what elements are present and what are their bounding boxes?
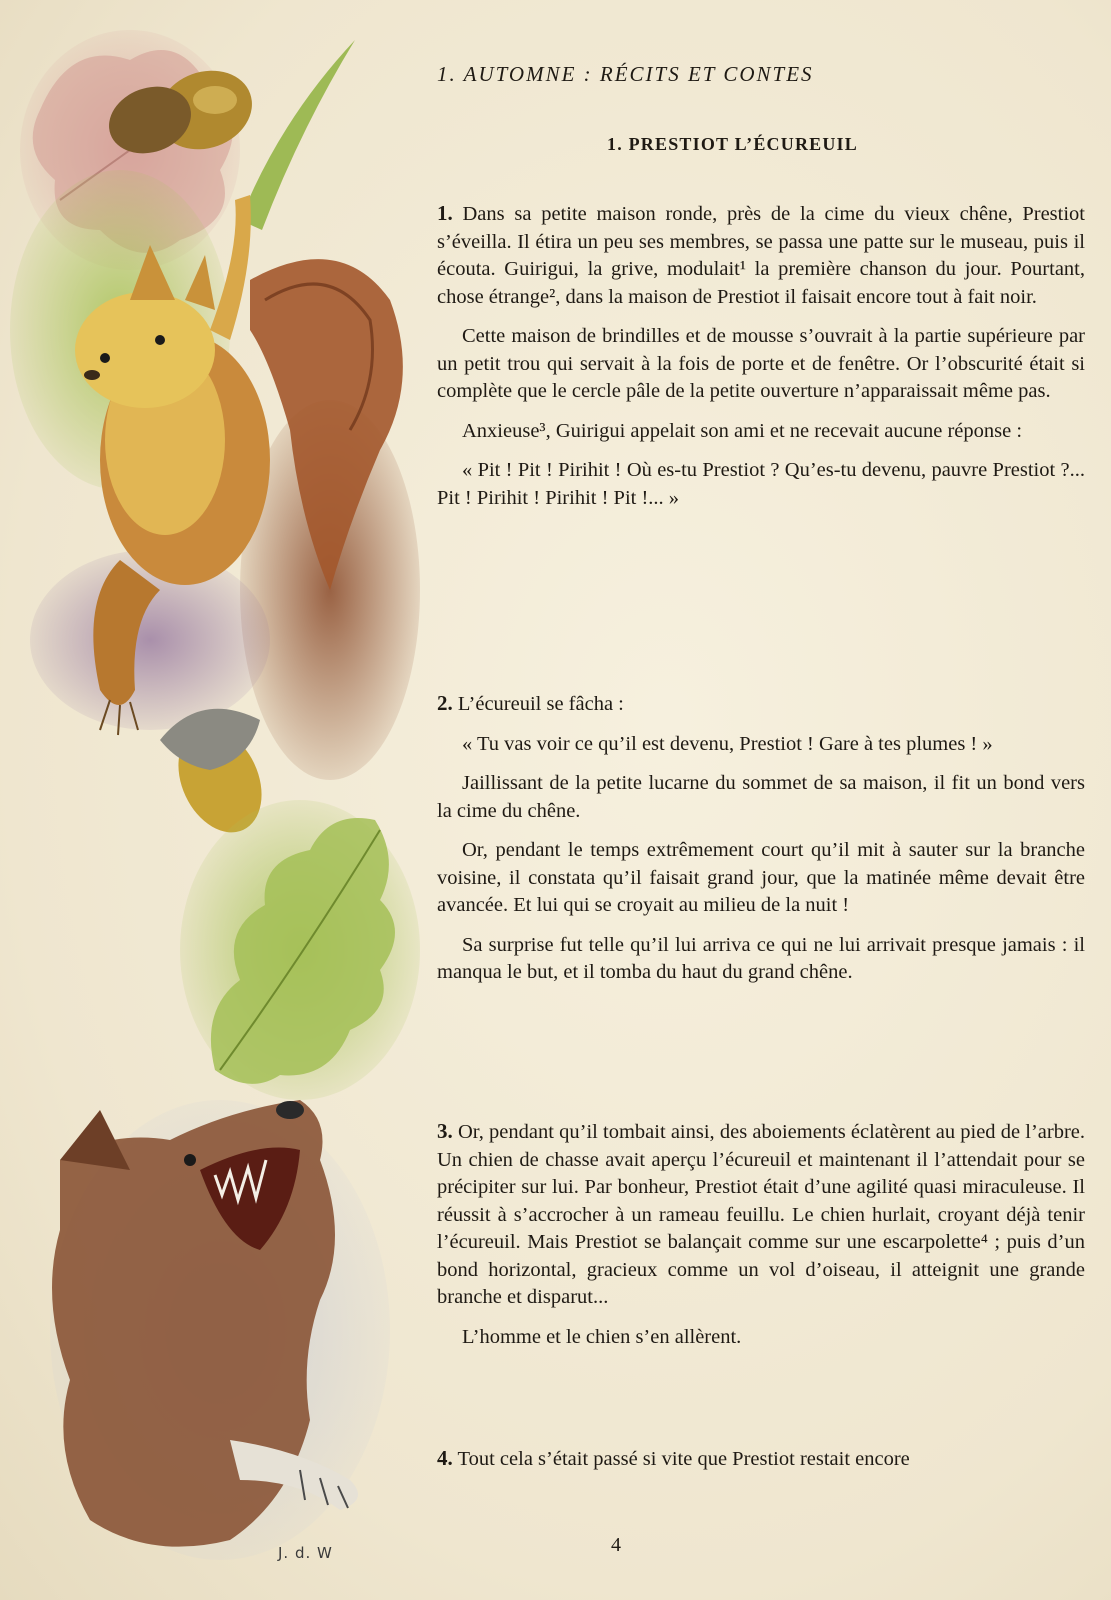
illustrator-signature: J. d. W: [278, 1544, 333, 1562]
section-1: [437, 200, 1085, 512]
paragraph: L’homme et le chien s’en allèrent.: [462, 1325, 742, 1348]
paragraph: Or, pendant le temps extrêmement court qu’il mit à sauter sur la branche voisine, il constata qu’il faisait grand jour, que la matinée même devait être avancée. Et lui qui se croyait au milieu de la nuit !: [437, 839, 1085, 916]
paragraph: 2. L’écureuil se fâcha :: [437, 691, 624, 715]
page-number: 4: [611, 1534, 621, 1556]
part-title: 1. AUTOMNE : RÉCITS ET CONTES: [437, 62, 814, 86]
section-number: 4.: [437, 1446, 453, 1470]
paragraph: Cette maison de brindilles et de mousse s’ouvrait à la partie supérieure par un petit trou qui servait à la fois de porte et de fenêtre. Or l’obscurité était si complète que le cercle pâle de la petite ouverture n’apparaissait même pas.: [437, 325, 1085, 402]
paragraph: Anxieuse³, Guirigui appelait son ami et ne recevait aucune réponse :: [462, 419, 1023, 442]
illustration-column: [0, 0, 430, 1600]
section-2: [437, 690, 1085, 987]
section-3: [437, 1118, 1085, 1351]
paragraph: « Tu vas voir ce qu’il est devenu, Prestiot ! Gare à tes plumes ! »: [462, 732, 993, 755]
section-number: 2.: [437, 691, 453, 715]
hunting-dog: [50, 1100, 390, 1560]
chapter-title: 1. PRESTIOT L’ÉCUREUIL: [607, 134, 858, 154]
paragraph: « Pit ! Pit ! Pirihit ! Où es-tu Prestiot ? Qu’es-tu devenu, pauvre Prestiot ?... Pit ! Pirihit ! Pirihit ! Pit !... »: [437, 459, 1085, 509]
watercolor-illustration: [0, 0, 430, 1600]
paragraph: Jaillissant de la petite lucarne du sommet de sa maison, il fit un bond vers la cime du chêne.: [437, 772, 1085, 822]
section-number: 1.: [437, 201, 453, 225]
paragraph: 1. Dans sa petite maison ronde, près de la cime du vieux chêne, Prestiot s’éveilla. Il étira un peu ses membres, se passa une patte sur le museau, puis il écouta. Guirigui, la grive, modulait¹ la première chanson du jour. Pourtant, chose étrange², dans la maison de Prestiot il faisait encore tout à fait noir.: [437, 201, 1085, 308]
paragraph: Sa surprise fut telle qu’il lui arriva ce qui ne lui arrivait presque jamais : il manqua le but, et il tomba du haut du grand chêne.: [437, 933, 1085, 983]
section-number: 3.: [437, 1119, 453, 1143]
paragraph: 4. Tout cela s’était passé si vite que Prestiot restait encore: [437, 1446, 910, 1470]
oak-leaf-green: [180, 800, 420, 1100]
paragraph: 3. Or, pendant qu’il tombait ainsi, des aboiements éclatèrent au pied de l’arbre. Un chien de chasse avait aperçu l’écureuil et maintenant il l’attendait pour se précipiter sur lui. Par bonheur, Prestiot était d’une agilité quasi miraculeuse. Il réussit à s’accrocher à un rameau feuillu. Le chien hurlait, croyant déjà tenir l’écureuil. Mais Prestiot se balançait comme sur une escarpolette⁴ ; puis d’un bond horizontal, gracieux comme un vol d’oiseau, il atteignit une grande branche et disparut...: [437, 1119, 1086, 1308]
section-4: [437, 1445, 1085, 1474]
